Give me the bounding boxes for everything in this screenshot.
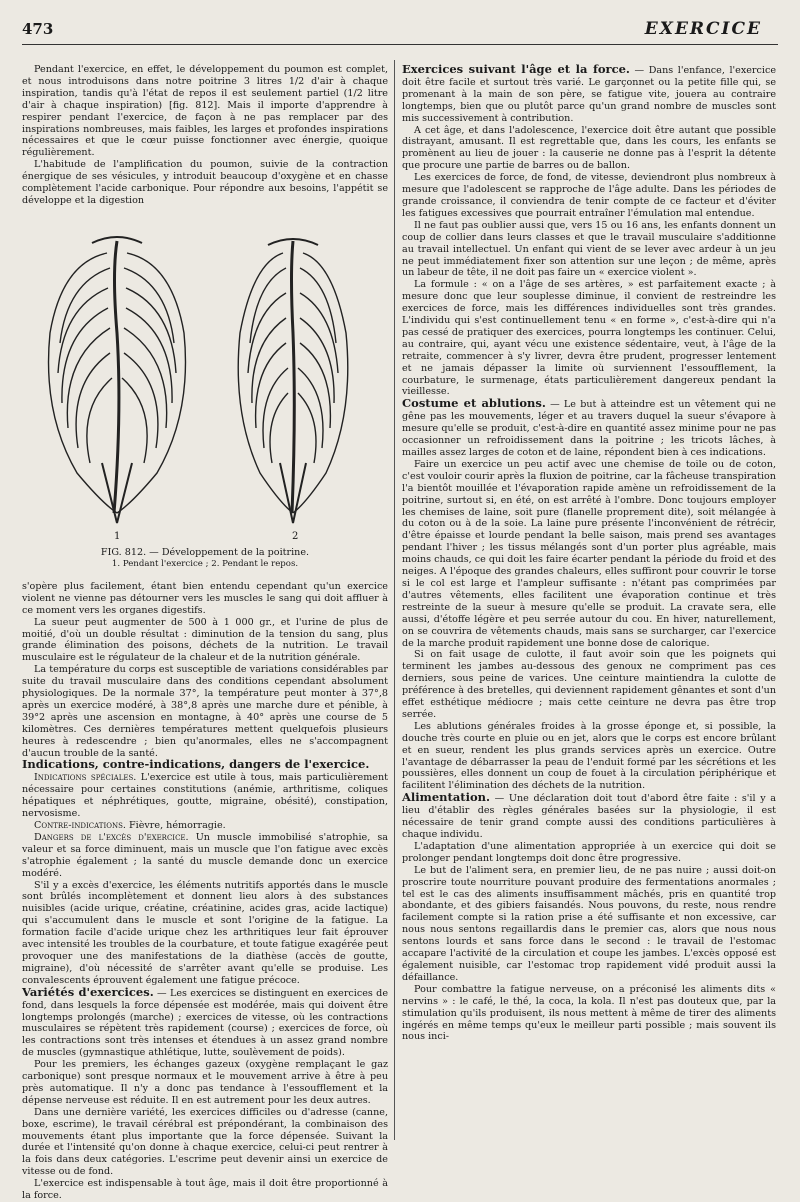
subheading: Contre-indications. (34, 820, 126, 831)
figure-subcaption: 1. Pendant l'exercice ; 2. Pendant le repos. (111, 558, 299, 569)
paragraph: La sueur peut augmenter de 500 à 1 000 gr., et l'urine de plus de moitié, d'où un double résultat : diminution de la tension du sang, plus grande élimination des poisons, déchets de la nutrition. Le travail musculaire est le régulateur de la chaleur et de la nutrition générale. (22, 616, 388, 664)
paragraph-text: L'exercice est utile à tous, mais particulièrement nécessaire pour certaines constitutions (anémie, arthritisme, coliques hépatiques et néphrétiques, goutte, migraine, obésité), constipation, nervosisme. (22, 772, 389, 820)
paragraph: A cet âge, et dans l'adolescence, l'exercice doit être autant que possible distrayant, amusant. Il est regrettable que, dans les cours, les enfants se promènent au lieu de jouer : la causerie ne donne pas à l'esprit la détente que procure une partie de barres ou de ballon. (402, 124, 776, 172)
paragraph-text: — Dans l'enfance, l'exercice doit être facile et surtout très varié. Le garçonnet ou la petite fille qui, se promenant à la main de son père, se fatigue vite, jouera au contraire longtemps, bien que ou plutôt parce qu'un grand nombre de muscles sont mis successivement à contribution. (402, 65, 777, 124)
rib-cage-rest (238, 239, 348, 523)
rib-cage-exercise (49, 237, 186, 523)
paragraph: Pour les premiers, les échanges gazeux (oxygène remplaçant le gaz carbonique) sont presque normaux et le mouvement arrive à être à peu près automatique. Il n'y a donc pas tendance à l'essoufflement et la dépense nerveuse est réduite. Il en est autrement pour les deux autres. (22, 1059, 388, 1106)
heading-age: Exercices suivant l'âge et la force. (402, 62, 630, 76)
column-separator (394, 60, 395, 1140)
paragraph: L'habitude de l'amplification du poumon, suivie de la contraction énergique de ses vésicules, y introduit beaucoup d'oxygène et en chasse complètement l'acide carbonique. Pour répondre aux besoins, l'appétit se développe et la digestion (22, 159, 388, 206)
paragraph (22, 820, 388, 832)
heading-indications: Indications, contre-indications, dangers de l'exercice. (22, 757, 370, 772)
rib-cage-illustration (22, 213, 388, 543)
heading-costume: Costume et ablutions. (402, 396, 546, 411)
running-header (0, 0, 800, 44)
paragraph: Le but de l'aliment sera, en premier lieu, de ne pas nuire ; aussi doit-on proscrire toute nourriture pouvant produire des fermentations anormales ; tel est le cas des aliments insuffisamment mâchés, pris en quantité trop abondante, et des gibiers faisandés. Nous pouvons, du reste, nous rendre facilement compte si la ration prise a été suffisante et non excessive, car nous nous sentons regaillardis dans le premier cas, alors que nous nous sentons lourds et sans force dans le second : le travail de l'estomac accapare l'activité de la circulation et coupe les jambes. L'excès opposé est également nuisible, car l'estomac trop rapidement vidé produit aussi la défaillance. (402, 864, 776, 983)
paragraph: Pendant l'exercice, en effet, le développement du poumon est complet, et nous introduisons dans notre poitrine 3 litres 1/2 d'air à chaque inspiration, tandis qu'à l'état de repos il est seulement partiel (1/2 litre d'air à chaque inspiration) [fig. 812]. Mais il importe d'apprendre à respirer pendant l'exercice, de façon à ne pas remplacer par des inspirations nombreuses, mais faibles, les larges et profondes inspirations nécessaires et que le cœur puisse fonctionner avec énergie, quoique régulièrement. (22, 64, 388, 159)
figure-812 (22, 213, 388, 575)
heading-varietes: Variétés d'exercices. (22, 984, 154, 999)
right-column (402, 64, 776, 1043)
running-title: EXERCICE (644, 19, 762, 39)
paragraph (22, 772, 388, 820)
paragraph: Faire un exercice un peu actif avec une chemise de toile ou de coton, c'est vouloir courir après la fluxion de poitrine, car la fâcheuse transpiration l'a bientôt mouillée et l'évaporation rapide amène un refroidissement de la poitrine, surtout si, en été, on est arrêté à l'ombre. Donc toujours employer les chemises de laine, soit pure (flanelle proprement dite), soit mélangée à du coton ou à de la soie. La laine pure présente l'inconvénient de rétrécir, d'être épaisse et lourde pendant la belle saison, mais prend ses avantages pendant l'hiver ; les tissus mélangés sont d'un porter plus agréable, mais moins chauds, ce qui doit les faire écarter pendant la période du froid et des neiges. A l'époque des grandes chaleurs, elles suffiront pour couvrir le torse si le col est large et l'ampleur suffisante : n'étant pas comprimées par d'autres vêtements, elles facilitent une évaporation continue et très restreinte de la sueur à mesure qu'elle se produit. La cravate sera, elle aussi, d'étoffe légère et peu serrée autour du cou. En hiver, naturellement, on se couvrira de vêtements chauds, mais sans se surcharger, car l'exercice de la marche produit rapidement une bonne dose de calorique. (402, 458, 776, 649)
heading-alimentation: Alimentation. (402, 790, 490, 805)
figure-caption: FIG. 812. — Développement de la poitrine. (100, 546, 310, 558)
paragraph: Les ablutions générales froides à la grosse éponge et, si possible, la douche très courte en pluie ou en jet, alors que le corps est encore brûlant et en sueur, rendent les plus grands services après un exercice. Outre l'avantage de débarrasser la peau de l'enduit formé par les sécrétions et les poussières, elles donnent un coup de fouet à la circulation périphérique et facilitent l'élimination des déchets de la nutrition. (402, 720, 776, 792)
paragraph: s'opère plus facilement, étant bien entendu cependant qu'un exercice violent ne vienne pas détourner vers les muscles le sang qui doit affluer à ce moment vers les organes digestifs. (22, 580, 388, 616)
paragraph: S'il y a excès d'exercice, les éléments nutritifs apportés dans le muscle sont brûlés incomplètement et donnent lieu alors à des substances nuisibles (acide urique, créatine, créatinine, acides gras, acide lactique) qui s'accumulent dans le muscle et sont l'origine de la fatigue. La formation facile d'acide urique chez les arthritiques leur fait éprouver avec intensité les troubles de la courbature, et toute fatigue exagérée peut provoquer une des manifestations de la diathèse (accès de goutte, migraine), d'où nécessité de s'arrêter avant qu'elle se produise. Les convalescents éprouvent également une fatigue précoce. (22, 879, 388, 986)
paragraph (22, 832, 388, 880)
paragraph: Les exercices de force, de fond, de vitesse, deviendront plus nombreux à mesure que l'adolescent se rapproche de l'âge adulte. Dans les périodes de grande croissance, il conviendra de tenir compte de ce facteur et d'éviter les fatigues excessives que pourrait entraîner l'émulation mal entendue. (402, 172, 776, 219)
paragraph: L'adaptation d'une alimentation appropriée à un exercice qui doit se prolonger pendant longtemps doit donc être progressive. (402, 840, 776, 864)
paragraph: Dans une dernière variété, les exercices difficiles ou d'adresse (canne, boxe, escrime), le travail cérébral est prépondérant, la combinaison des mouvements étant plus importante que la force dépensée. Suivant la durée et l'intensité qu'on donne à chaque exercice, celui-ci peut rentrer à la fois dans deux catégories. L'escrime peut devenir ainsi un exercice de vitesse ou de fond. (22, 1106, 388, 1178)
page-number: 473 (22, 20, 54, 38)
header-rule (22, 44, 778, 45)
paragraph: La formule : « on a l'âge de ses artères, » est parfaitement exacte ; à mesure donc que leur souplesse diminue, il convient de restreindre les exercices de force, mais les différences individuelles sont très grandes. L'individu qui s'est continuellement tenu « en forme », c'est-à-dire qui n'a pas cessé de pratiquer des exercices, pourra longtemps les continuer. Celui, au contraire, qui, ayant vécu une existence sédentaire, veut, à l'âge de la retraite, commencer à s'y livrer, devra être prudent, progresser lentement et ne jamais dépasser la limite où surviennent l'essoufflement, la courbature, le surmenage, états particulièrement dangereux pendant la vieillesse. (402, 279, 776, 398)
paragraph-text: Fièvre, hémorragie. (125, 820, 226, 831)
subheading: Dangers de l'excès d'exercice. (34, 831, 189, 843)
paragraph-text: Un muscle immobilisé s'atrophie, sa valeur et sa force diminuent, mais un muscle que l'on fatigue avec excès s'atrophie également ; la santé du muscle demande donc un exercice modéré. (22, 831, 388, 879)
paragraph-text: — Les exercices se distinguent en exercices de fond, dans lesquels la force dépensée est modérée, mais qui doivent être longtemps prolongés (marche) ; exercices de vitesse, où les contractions musculaires se répètent très rapidement (course) ; exercices de force, où les contractions sont très intenses et étendues à un assez grand nombre de muscles (gymnastique athlétique, lutte, soulèvement de poids). (22, 987, 388, 1059)
paragraph: La température du corps est susceptible de variations considérables par suite du travail musculaire dans des conditions cependant absolument physiologiques. De la normale 37°, la température peut monter à 37°,8 après un exercice modéré, à 38°,8 après une marche dure et pénible, à 39°2 après une ascension en montagne, à 40° après une course de 5 kilomètres. Ces dernières températures mettent quelquefois plusieurs heures à redescendre ; bien qu'anormales, elles ne s'accompagnent d'aucun trouble de la santé. (22, 664, 388, 759)
paragraph-text: — Le but à atteindre est un vêtement qui ne gêne pas les mouvements, léger et au travers duquel la sueur s'évapore à mesure qu'elle se produit, c'est-à-dire en quantité assez minime pour ne pas occasionner un refroidissement dans la poitrine ; les tricots lâches, à mailles assez larges de coton et de laine, répondent bien à ces indications. (402, 399, 776, 458)
paragraph-text: — Une déclaration doit tout d'abord être faite : s'il y a lieu d'établir des règles générales basées sur la physiologie, il est nécessaire de tenir grand compte aussi des conditions particulières à chaque individu. (402, 793, 776, 840)
paragraph: Il ne faut pas oublier aussi que, vers 15 ou 16 ans, les enfants donnent un coup de collier dans leurs classes et que le travail musculaire s'additionne au travail intellectuel. Un enfant qui vient de se lever avec ardeur à un jeu ne peut immédiatement fixer son attention sur une leçon ; de même, après un labeur de tête, il ne doit pas faire un « exercice violent ». (402, 219, 776, 279)
subheading: Indications spéciales. (34, 772, 137, 784)
paragraph: L'exercice est indispensable à tout âge, mais il doit être proportionné à la force. (22, 1178, 388, 1202)
left-column (22, 64, 388, 1202)
paragraph: Pour combattre la fatigue nerveuse, on a préconisé les aliments dits « nervins » : le café, le thé, la coca, la kola. Il n'est pas douteux que, par la stimulation qu'ils produisent, ils nous mettent à même de tirer des aliments ingérés en même temps qu'eux le meilleur parti possible ; mais souvent ils nous inci- (402, 983, 776, 1043)
paragraph: Si on fait usage de culotte, il faut avoir soin que les poignets qui terminent les jambes au-dessous des genoux ne compriment pas ces derniers, sous peine de varices. Une ceinture maintiendra la culotte de préférence à des bretelles, qui deviennent rapidement gênantes et sont d'un effet esthétique médiocre ; mais cette ceinture ne devra pas être trop serrée. (402, 649, 776, 720)
figure-label-1: 1 (114, 530, 121, 542)
figure-label-2: 2 (292, 530, 299, 542)
